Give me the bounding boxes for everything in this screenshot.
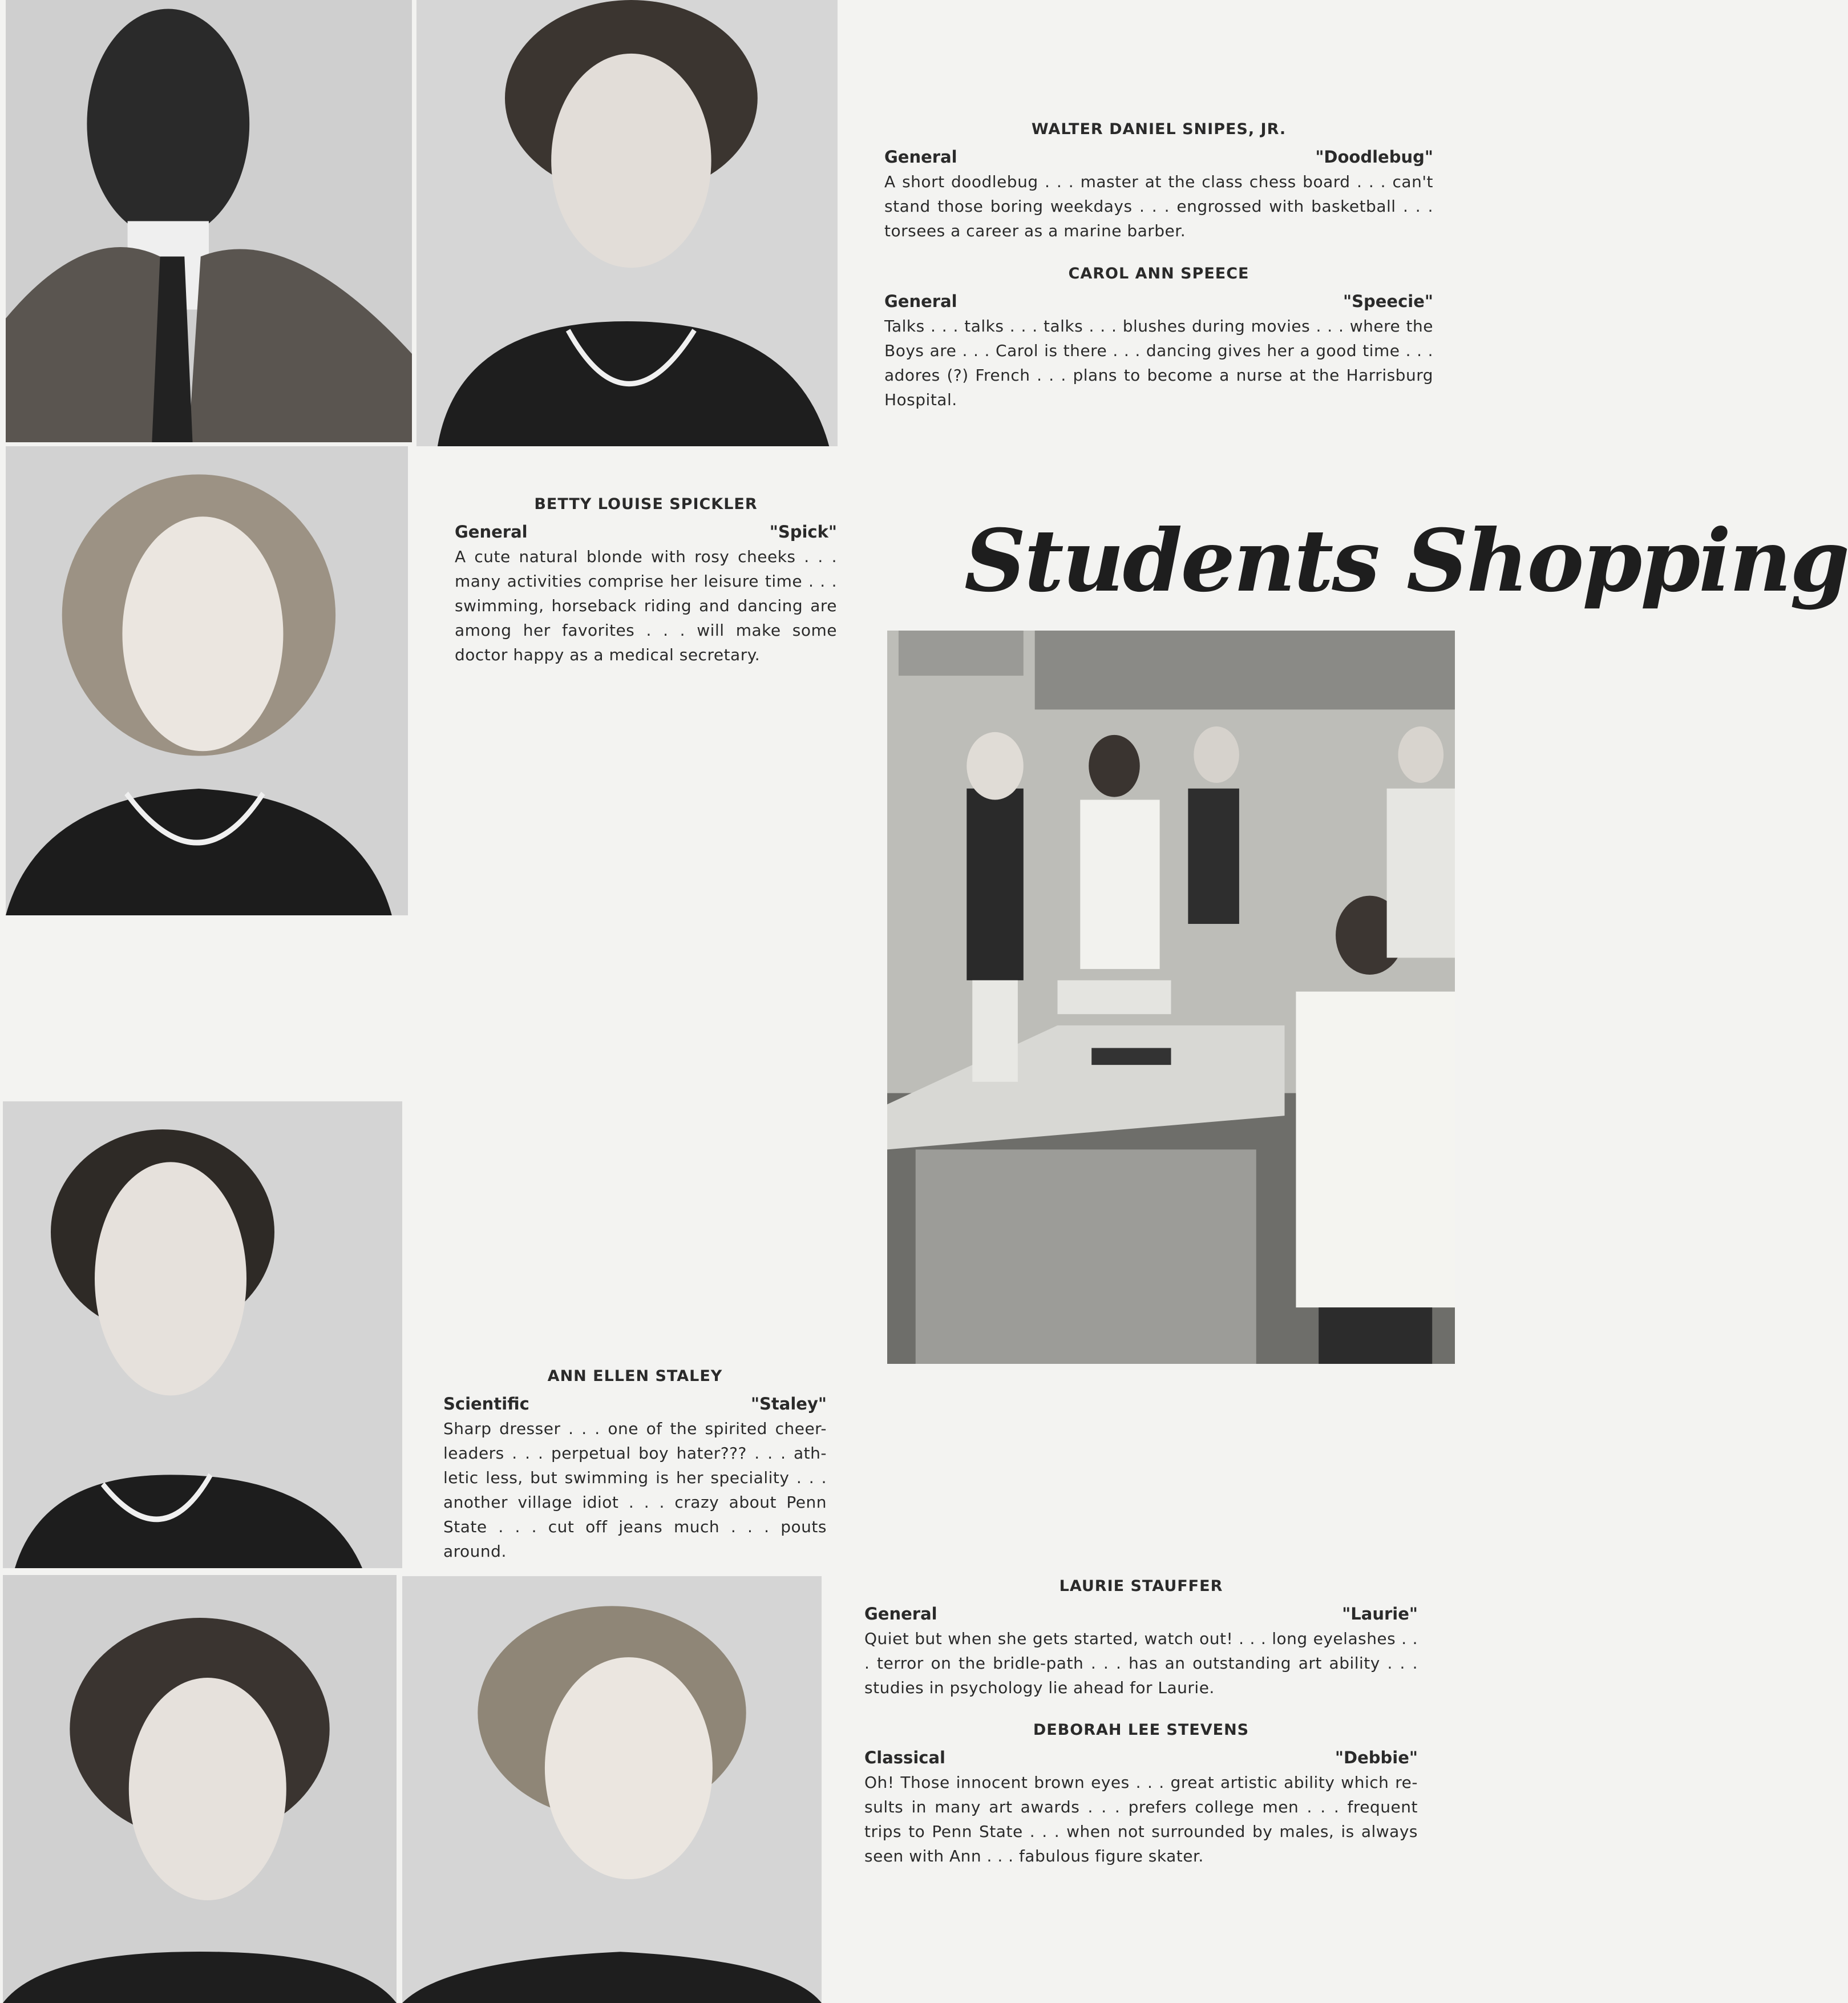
- student-name: WALTER DANIEL SNIPES, JR.: [1031, 120, 1287, 138]
- portrait-carol-speece: [416, 0, 838, 446]
- bio-text: A short doodlebug . . . master at the class chess board . . . can't stand those boring weekdays . . . engrossed with basketball . . . torsees a career as a marine barber.: [884, 172, 1433, 240]
- nickname: "Spick": [769, 522, 837, 542]
- bio-walter-snipes: [884, 117, 1433, 243]
- bio-ann-staley: [443, 1364, 827, 1564]
- shop-class-photo: [887, 631, 1455, 1364]
- nickname: "Staley": [750, 1394, 827, 1414]
- bio-text: Talks . . . talks . . . talks . . . blushes during movies . . . where the Boys are . . . Carol is there . . . dancing gives her a good time . . . adores (?) French . . . plans to become a nurse at the Harrisburg Hospital.: [884, 317, 1433, 409]
- bio-text: A cute natural blonde with rosy cheeks . . . many activities comprise her leisure time . . . swimming, horseback riding and dancing are among her favorites . . . will make some doctor happy as a medical secretary.: [455, 547, 837, 664]
- portrait-ann-staley: [3, 1101, 402, 1568]
- student-name: LAURIE STAUFFER: [1059, 1577, 1223, 1595]
- student-name: CAROL ANN SPEECE: [1068, 265, 1249, 282]
- course-label: Classical: [864, 1748, 945, 1767]
- course-label: General: [455, 522, 528, 542]
- student-name: BETTY LOUISE SPICKLER: [534, 495, 758, 513]
- student-name: DEBORAH LEE STEVENS: [1033, 1721, 1249, 1739]
- course-label: Scientific: [443, 1394, 529, 1414]
- course-label: General: [864, 1604, 937, 1624]
- course-label: General: [884, 147, 957, 167]
- nickname: "Speecie": [1343, 292, 1433, 311]
- nickname: "Laurie": [1342, 1604, 1418, 1624]
- section-headline: Students Shopping: [964, 511, 1848, 611]
- course-label: General: [884, 292, 957, 311]
- portrait-betty-spickler: [6, 446, 408, 915]
- bio-deborah-stevens: [864, 1718, 1418, 1868]
- portrait-laurie-stauffer: [3, 1575, 397, 2003]
- bio-betty-spickler: [455, 492, 837, 667]
- portrait-deborah-stevens: [402, 1576, 822, 2003]
- bio-carol-speece: [884, 261, 1433, 412]
- portrait-walter-snipes: [6, 0, 412, 442]
- bio-text: Oh! Those innocent brown eyes . . . great artistic ability which re-sults in many art awards . . . prefers college men . . . frequent trips to Penn State . . . when not surrounded by males, is always seen with Ann . . . fabulous figure skater.: [864, 1773, 1418, 1865]
- nickname: "Debbie": [1335, 1748, 1418, 1767]
- student-name: ANN ELLEN STALEY: [547, 1367, 723, 1385]
- bio-laurie-stauffer: [864, 1574, 1418, 1700]
- nickname: "Doodlebug": [1315, 147, 1433, 167]
- bio-text: Quiet but when she gets started, watch out! . . . long eyelashes . . . terror on the bridle-path . . . has an outstanding art ability . . . studies in psychology lie ahead for Laurie.: [864, 1629, 1418, 1697]
- bio-text: Sharp dresser . . . one of the spirited cheer-leaders . . . perpetual boy hater??? . . . ath-letic less, but swimming is her speciality . . . another village idiot . . . crazy about Penn State . . . cut off jeans much . . . pouts around.: [443, 1419, 827, 1561]
